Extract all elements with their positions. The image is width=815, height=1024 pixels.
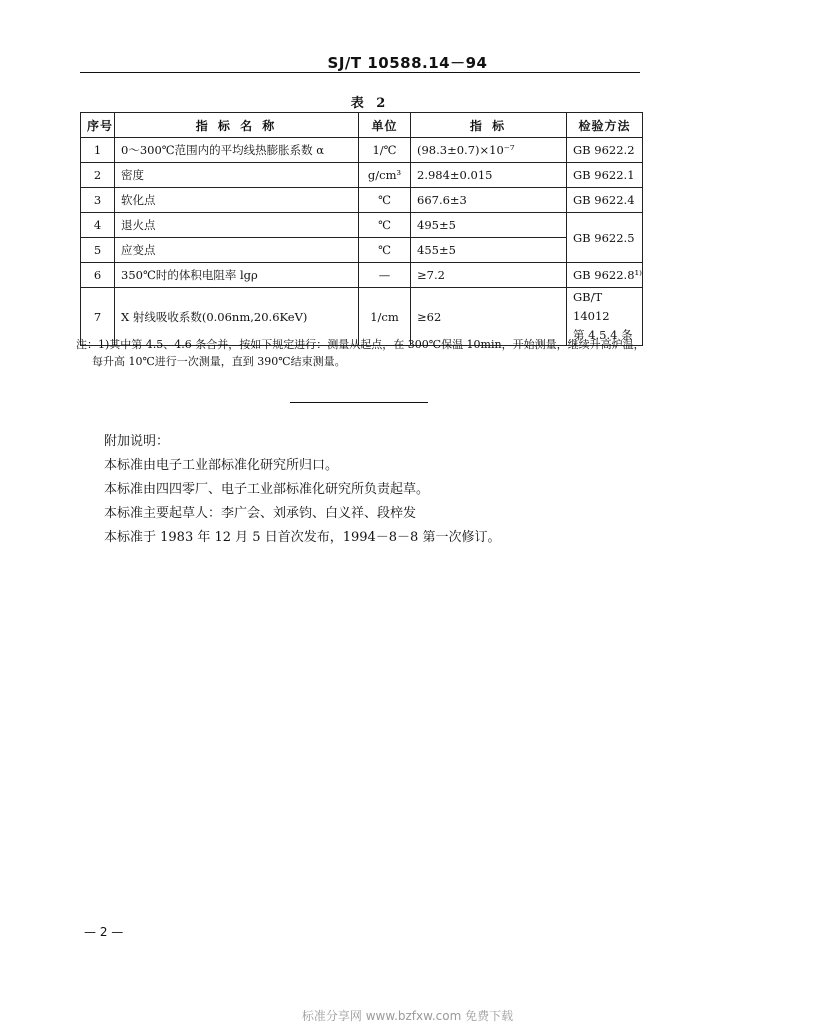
- table-row: [81, 188, 643, 213]
- table-title: 表 2: [350, 96, 390, 111]
- row-name: 软化点: [115, 188, 359, 213]
- header-rule: [80, 72, 640, 73]
- row-value: 2.984±0.015: [411, 163, 567, 188]
- watermark-text: 标准分享网 www.bzfxw.com 免费下载: [301, 1009, 514, 1023]
- row-number: 4: [81, 213, 115, 238]
- section-divider: [290, 402, 428, 403]
- row-number: 7: [81, 288, 115, 346]
- page-number: — 2 —: [84, 925, 124, 939]
- row-value: (98.3±0.7)×10⁻⁷: [411, 138, 567, 163]
- row-name: 350℃时的体积电阻率 lgρ: [115, 263, 359, 288]
- additional-line: 本标准由四四零厂、电子工业部标准化研究所负责起草。: [104, 482, 430, 497]
- row-value: 495±5: [411, 213, 567, 238]
- table-row: [81, 213, 643, 238]
- row-name: 应变点: [115, 238, 359, 263]
- row-unit: g/cm³: [359, 163, 411, 188]
- specification-table: [80, 112, 643, 346]
- table-row: [81, 138, 643, 163]
- note-line: 注：1)其中第 4.5、4.6 条合并，按如下规定进行：测量从起点，在 300℃保温 10min，开始测量，继续升高炉温，: [76, 338, 645, 351]
- row-method: GB 9622.1: [567, 163, 643, 188]
- table-row: [81, 263, 643, 288]
- table-row: [81, 163, 643, 188]
- note-line: 每升高 10℃进行一次测量，直到 390℃结束测量。: [92, 355, 346, 368]
- row-unit: —: [359, 263, 411, 288]
- row-number: 6: [81, 263, 115, 288]
- table-header-row: [81, 113, 643, 138]
- row-unit: ℃: [359, 188, 411, 213]
- row-unit: ℃: [359, 213, 411, 238]
- row-name: X 射线吸收系数(0.06nm,20.6KeV): [115, 288, 359, 346]
- row-value: 455±5: [411, 238, 567, 263]
- row-name: 密度: [115, 163, 359, 188]
- row-method: GB 9622.2: [567, 138, 643, 163]
- additional-line: 本标准由电子工业部标准化研究所归口。: [104, 458, 339, 473]
- table-row: [81, 238, 643, 263]
- row-method-line: 第 4.5.4 条: [573, 328, 633, 342]
- column-header-method: 检验方法: [567, 113, 643, 138]
- additional-heading: 附加说明：: [104, 434, 170, 449]
- additional-notes: [104, 430, 604, 550]
- row-method: GB 9622.8¹⁾: [567, 263, 643, 288]
- row-unit: 1/℃: [359, 138, 411, 163]
- row-name: 退火点: [115, 213, 359, 238]
- row-unit: ℃: [359, 238, 411, 263]
- column-header-value: 指 标: [411, 113, 567, 138]
- additional-line: 本标准于 1983 年 12 月 5 日首次发布，1994－8－8 第一次修订。: [104, 530, 501, 545]
- row-number: 2: [81, 163, 115, 188]
- row-method-line: GB/T 14012: [573, 290, 610, 323]
- row-number: 1: [81, 138, 115, 163]
- row-value: 667.6±3: [411, 188, 567, 213]
- column-header-name: 指 标 名 称: [115, 113, 359, 138]
- row-number: 3: [81, 188, 115, 213]
- standard-code-header: SJ/T 10588.14－94: [327, 54, 488, 72]
- table-note: [76, 336, 646, 370]
- row-name: 0～300℃范围内的平均线热膨胀系数 α: [115, 138, 359, 163]
- row-value: ≥7.2: [411, 263, 567, 288]
- row-method: GB 9622.4: [567, 188, 643, 213]
- row-method: GB 9622.5: [567, 213, 643, 263]
- additional-line: 本标准主要起草人：李广会、刘承钧、白义祥、段梓发: [104, 506, 417, 521]
- row-value: ≥62: [411, 288, 567, 346]
- row-number: 5: [81, 238, 115, 263]
- row-unit: 1/cm: [359, 288, 411, 346]
- column-header-unit: 单位: [359, 113, 411, 138]
- column-header-number: 序号: [81, 113, 115, 138]
